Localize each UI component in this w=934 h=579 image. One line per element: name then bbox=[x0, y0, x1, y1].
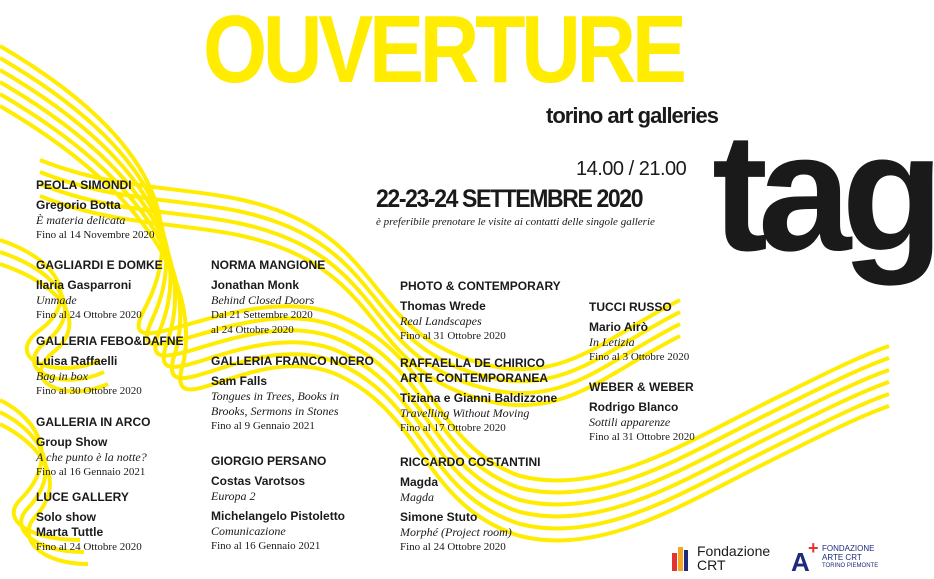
gallery-name: GALLERIA IN ARCO bbox=[36, 415, 151, 429]
exhibition-dates: Fino al 3 Ottobre 2020 bbox=[589, 351, 690, 363]
artist-name: Magda bbox=[400, 475, 439, 489]
exhibition-dates-end: al 24 Ottobre 2020 bbox=[211, 324, 294, 336]
gallery-name: GIORGIO PERSANO bbox=[211, 454, 327, 468]
artist-name: Group Show bbox=[36, 435, 108, 449]
exhibition-title: Comunicazione bbox=[211, 524, 286, 538]
exhibition-dates: Dal 21 Settembre 2020 bbox=[211, 309, 313, 321]
artist-name: Mario Airò bbox=[589, 320, 648, 334]
gallery-name: PHOTO & CONTEMPORARY bbox=[400, 279, 561, 293]
gallery-block bbox=[36, 490, 142, 555]
artist-name: Rodrigo Blanco bbox=[589, 400, 679, 414]
fondazione-arte-crt-logo-icon: A bbox=[791, 547, 810, 577]
fondazione-arte-crt-logo bbox=[822, 544, 878, 571]
fondazione-crt-logo bbox=[697, 544, 770, 572]
artist-name: Tiziana e Gianni Baldizzone bbox=[400, 391, 558, 405]
gallery-block bbox=[36, 415, 150, 480]
exhibition-title: Bag in box bbox=[36, 369, 88, 383]
exhibition-title: A che punto è la notte? bbox=[36, 450, 147, 464]
exhibition-title: È materia delicata bbox=[36, 213, 126, 227]
gallery-name: LUCE GALLERY bbox=[36, 490, 129, 504]
exhibition-dates: Fino al 24 Ottobre 2020 bbox=[36, 541, 142, 553]
gallery-block bbox=[400, 356, 557, 436]
gallery-block bbox=[36, 258, 163, 323]
gallery-block bbox=[211, 258, 325, 338]
plus-icon: + bbox=[808, 538, 819, 558]
gallery-name: GALLERIA FEBO&DAFNE bbox=[36, 334, 184, 348]
exhibition-dates: Fino al 14 Novembre 2020 bbox=[36, 229, 155, 241]
crt-line1: Fondazione bbox=[697, 543, 771, 559]
artist-name: Luisa Raffaelli bbox=[36, 354, 118, 368]
exhibition-title: Tongues in Trees, Books in bbox=[211, 389, 340, 403]
gallery-name: WEBER & WEBER bbox=[589, 380, 694, 394]
artist-name: Thomas Wrede bbox=[400, 299, 486, 313]
arte-line3: TORINO PIEMONTE bbox=[822, 563, 879, 569]
gallery-block bbox=[211, 454, 345, 554]
booking-note: è preferibile prenotare le visite ai contatti delle singole gallerie bbox=[376, 216, 655, 228]
exhibition-title: Sottili apparenze bbox=[589, 415, 671, 429]
exhibition-dates: Fino al 9 Gennaio 2021 bbox=[211, 420, 315, 432]
exhibition-title: Magda bbox=[400, 490, 434, 504]
exhibition-dates: Fino al 24 Ottobre 2020 bbox=[400, 541, 506, 553]
exhibition-dates: Fino al 31 Ottobre 2020 bbox=[400, 330, 506, 342]
tag-wordmark: tag bbox=[712, 98, 934, 286]
artist-name: Jonathan Monk bbox=[211, 278, 300, 292]
gallery-name: PEOLA SIMONDI bbox=[36, 178, 132, 192]
exhibition-dates: Fino al 16 Gennaio 2021 bbox=[211, 540, 321, 552]
exhibition-title-line2: Brooks, Sermons in Stones bbox=[211, 404, 339, 418]
gallery-block bbox=[589, 380, 695, 445]
exhibition-dates: Fino al 30 Ottobre 2020 bbox=[36, 385, 142, 397]
artist-name: Marta Tuttle bbox=[36, 525, 104, 539]
opening-hours: 14.00 / 21.00 bbox=[576, 158, 687, 180]
event-dates: 22-23-24 SETTEMBRE 2020 bbox=[376, 185, 643, 213]
gallery-block bbox=[589, 300, 689, 365]
gallery-name-line2: ARTE CONTEMPORANEA bbox=[400, 371, 549, 385]
exhibition-dates: Fino al 31 Ottobre 2020 bbox=[589, 431, 695, 443]
artist-name: Ilaria Gasparroni bbox=[36, 278, 132, 292]
exhibition-title: Europa 2 bbox=[211, 489, 256, 503]
exhibition-dates: Fino al 17 Ottobre 2020 bbox=[400, 422, 506, 434]
gallery-name: GALLERIA FRANCO NOERO bbox=[211, 354, 374, 368]
artist-name: Simone Stuto bbox=[400, 510, 478, 524]
gallery-name: RAFFAELLA DE CHIRICO bbox=[400, 356, 545, 370]
artist-name: Solo show bbox=[36, 510, 96, 524]
gallery-block bbox=[36, 178, 155, 243]
artist-name: Gregorio Botta bbox=[36, 198, 121, 212]
exhibition-title: Travelling Without Moving bbox=[400, 406, 530, 420]
gallery-name: RICCARDO COSTANTINI bbox=[400, 455, 541, 469]
exhibition-title: Real Landscapes bbox=[400, 314, 482, 328]
exhibition-title: Behind Closed Doors bbox=[211, 293, 315, 307]
gallery-name: TUCCI RUSSO bbox=[589, 300, 672, 314]
gallery-block bbox=[36, 334, 184, 399]
poster-subtitle: torino art galleries bbox=[546, 103, 718, 128]
artist-name: Sam Falls bbox=[211, 374, 268, 388]
gallery-block bbox=[400, 279, 561, 344]
poster-title: OUVERTURE bbox=[203, 0, 683, 103]
artist-name: Michelangelo Pistoletto bbox=[211, 509, 346, 523]
gallery-name: GAGLIARDI E DOMKE bbox=[36, 258, 163, 272]
gallery-block bbox=[400, 455, 540, 555]
exhibition-title: Morphé (Project room) bbox=[400, 525, 512, 539]
exhibition-title: In Letizia bbox=[589, 335, 635, 349]
artist-name: Costas Varotsos bbox=[211, 474, 306, 488]
exhibition-dates: Fino al 24 Ottobre 2020 bbox=[36, 309, 142, 321]
crt-line2: CRT bbox=[697, 557, 726, 573]
gallery-block bbox=[211, 354, 374, 434]
arte-line1: FONDAZIONE bbox=[822, 544, 875, 553]
arte-line2: ARTE CRT bbox=[822, 553, 862, 562]
gallery-name: NORMA MANGIONE bbox=[211, 258, 326, 272]
fondazione-crt-logo-icon bbox=[672, 547, 688, 571]
exhibition-dates: Fino al 16 Gennaio 2021 bbox=[36, 466, 146, 478]
exhibition-title: Unmade bbox=[36, 293, 77, 307]
